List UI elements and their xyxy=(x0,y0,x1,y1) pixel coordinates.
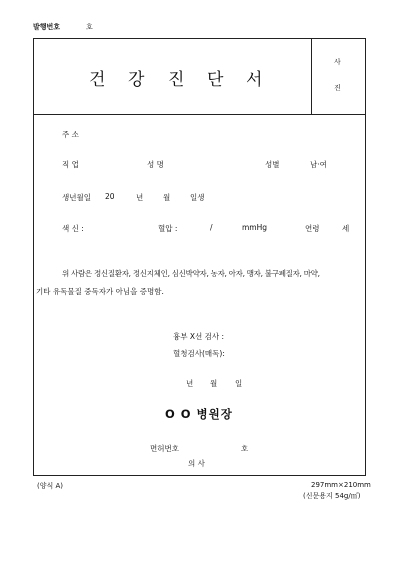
title-char-2: 강 xyxy=(128,70,147,90)
sex-label: 성별 xyxy=(265,160,280,169)
birth-year-unit: 년 xyxy=(136,193,144,202)
paper-weight: (신문용지 54g/㎡) xyxy=(303,492,361,500)
date-month: 월 xyxy=(210,379,218,388)
birth-label: 생년월일 xyxy=(62,193,91,202)
photo-label-1: 사 xyxy=(334,58,341,66)
doctor-title: 의 사 xyxy=(188,459,205,468)
issue-number-unit: 호 xyxy=(86,23,93,31)
paper-size: 297mm×210mm xyxy=(311,481,371,489)
statement-line-1: 위 사람은 정신질환자, 정신지체인, 심신박약자, 농자, 아자, 맹자, 불구폐질자, 마약, xyxy=(62,269,320,278)
photo-box xyxy=(311,39,365,114)
xray-label: 흉부 X선 검사 : xyxy=(173,332,225,341)
title-char-4: 단 xyxy=(207,70,226,90)
blood-test-label: 혈청검사(매독): xyxy=(173,349,225,358)
date-day: 일 xyxy=(235,379,243,388)
sex-value: 남·여 xyxy=(310,160,327,169)
title-row xyxy=(34,39,365,115)
form-label: (양식 A) xyxy=(37,482,63,490)
title-char-1: 건 xyxy=(89,70,108,90)
hospital-director: O O 병원장 xyxy=(165,407,233,421)
age-unit: 세 xyxy=(342,224,350,233)
title-char-3: 진 xyxy=(168,70,187,90)
date-year: 년 xyxy=(186,379,194,388)
issue-number-label: 발행번호 xyxy=(33,23,61,31)
license-label: 면허번호 xyxy=(150,444,179,453)
vision-label: 색 신 : xyxy=(62,224,84,233)
occupation-label: 직 업 xyxy=(62,160,79,169)
blood-pressure-label: 혈압 : xyxy=(158,224,178,233)
photo-label-2: 진 xyxy=(334,84,341,92)
birth-day-unit: 일생 xyxy=(190,193,205,202)
age-label: 연령 xyxy=(305,224,320,233)
birth-year-prefix: 20 xyxy=(105,192,115,201)
blood-pressure-unit: mmHg xyxy=(242,223,268,232)
license-unit: 호 xyxy=(241,444,249,453)
birth-month-unit: 월 xyxy=(163,193,171,202)
title-char-5: 서 xyxy=(246,70,265,90)
statement-line-2: 기타 유독물질 중독자가 아님을 증명함. xyxy=(36,287,164,296)
name-label: 성 명 xyxy=(147,160,164,169)
address-label: 주 소 xyxy=(62,130,79,139)
blood-pressure-separator: / xyxy=(210,223,213,232)
